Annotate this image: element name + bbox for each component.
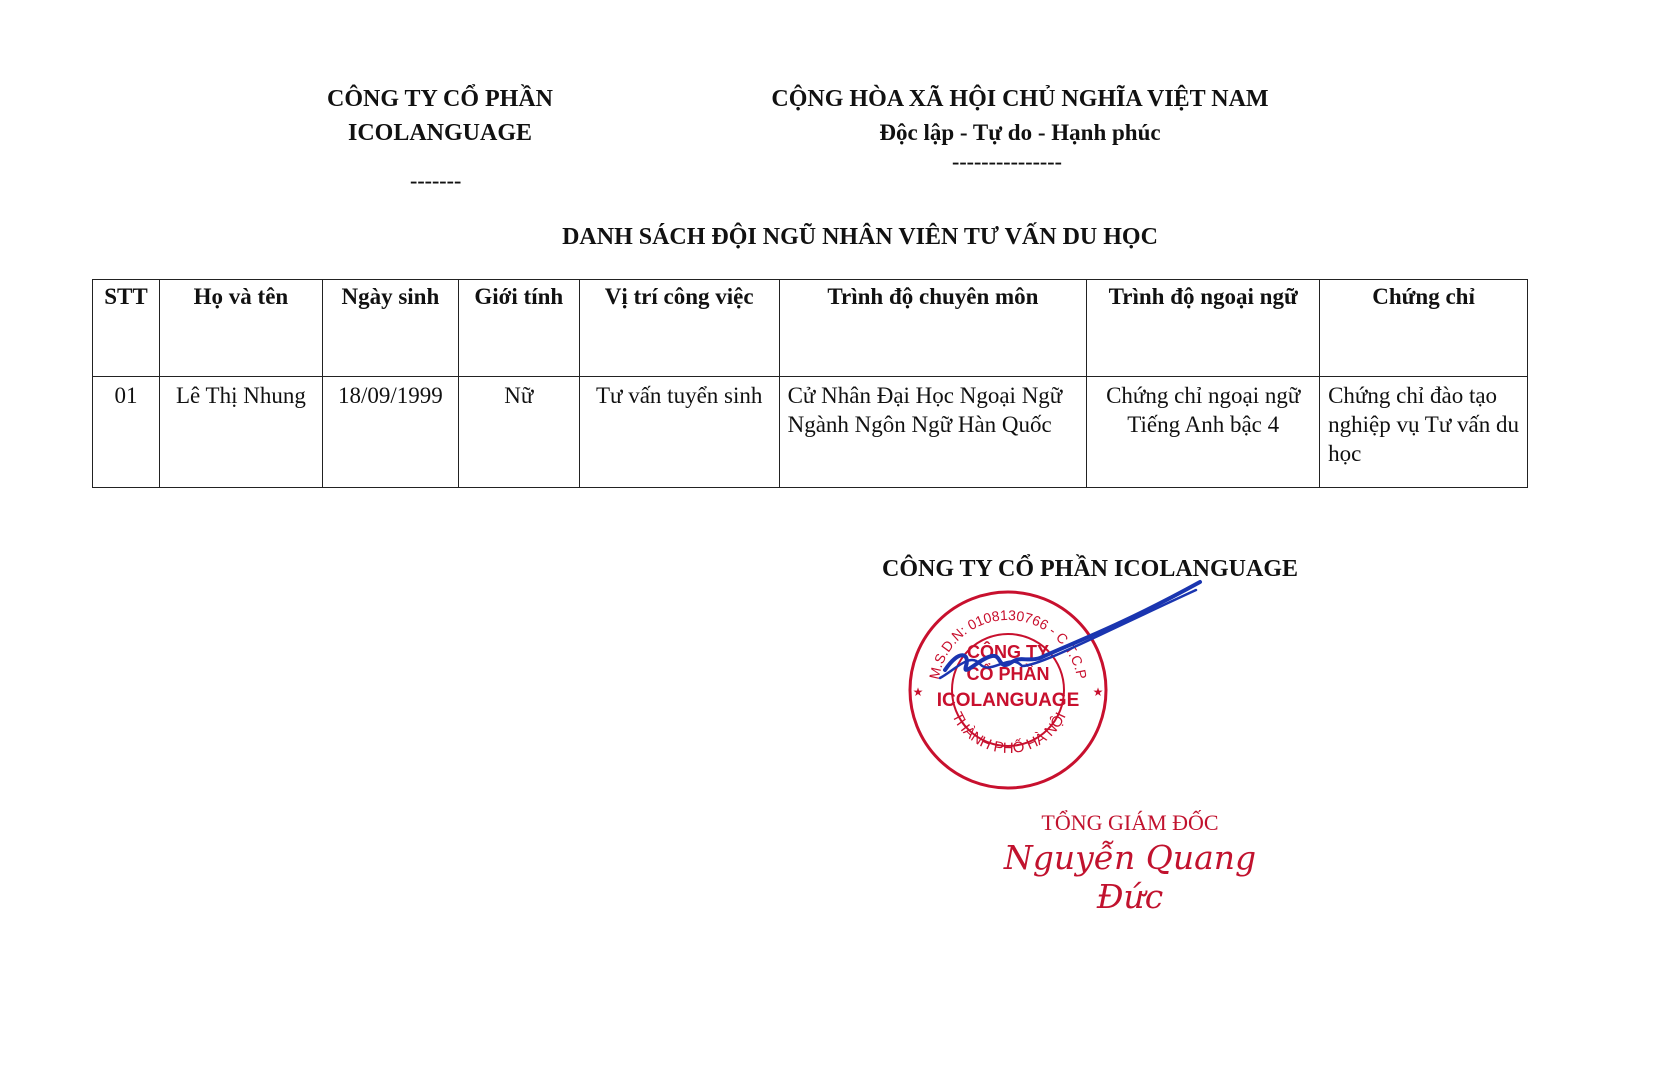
seal-inner-line1: CÔNG TY	[966, 642, 1050, 662]
director-title: TỔNG GIÁM ĐỐC	[1041, 810, 1219, 835]
company-name-line1: CÔNG TY CỔ PHẦN	[326, 86, 553, 112]
signature-company-name: CÔNG TY CỔ PHẦN ICOLANGUAGE	[881, 556, 1299, 582]
director-name: Nguyễn Quang Đức	[1003, 838, 1257, 916]
seal-inner-line2: CỔ PHẦN	[966, 664, 1050, 684]
cell-gender: Nữ	[458, 377, 579, 488]
cell-name: Lê Thị Nhung	[159, 377, 322, 488]
motto-divider: ---------------	[952, 149, 1062, 174]
document-title: DANH SÁCH ĐỘI NGŨ NHÂN VIÊN TƯ VẤN DU HỌC	[562, 224, 1158, 250]
seal-star-icon: ★	[1092, 685, 1104, 699]
cell-index: 01	[93, 377, 160, 488]
cell-position: Tư vấn tuyển sinh	[579, 377, 779, 488]
nation-header	[740, 82, 1300, 150]
seal-graphic	[900, 582, 1320, 802]
nation-name: CỘNG HÒA XÃ HỘI CHỦ NGHĨA VIỆT NAM	[771, 86, 1269, 112]
column-header: Chứng chỉ	[1320, 280, 1528, 377]
company-divider: -------	[410, 168, 462, 193]
column-header: Ngày sinh	[322, 280, 458, 377]
seal-star-icon: ★	[912, 685, 924, 699]
cell-language-level: Chứng chỉ ngoại ngữ Tiếng Anh bậc 4	[1087, 377, 1320, 488]
seal-outer-top-text: M.S.D.N: 0108130766 - C.T.C.P	[925, 606, 1091, 681]
company-header	[270, 82, 610, 150]
cell-birthdate: 18/09/1999	[322, 377, 458, 488]
table-row	[93, 377, 1528, 488]
column-header: Họ và tên	[159, 280, 322, 377]
seal-inner-line3: ICOLANGUAGE	[936, 690, 1080, 711]
column-header: Trình độ chuyên môn	[779, 280, 1087, 377]
seal-outer-bottom-text: THÀNH PHỐ HÀ NỘI	[948, 709, 1070, 757]
company-seal	[900, 582, 1320, 802]
nation-motto: Độc lập - Tự do - Hạnh phúc	[879, 120, 1161, 145]
column-header: Vị trí công việc	[579, 280, 779, 377]
column-header: Trình độ ngoại ngữ	[1087, 280, 1320, 377]
staff-table	[92, 279, 1528, 488]
cell-qualification: Cử Nhân Đại Học Ngoại Ngữ Ngành Ngôn Ngữ Hàn Quốc	[779, 377, 1087, 488]
company-name-line2: ICOLANGUAGE	[347, 120, 533, 146]
column-header: Giới tính	[458, 280, 579, 377]
column-header: STT	[93, 280, 160, 377]
table-header-row	[93, 280, 1528, 377]
cell-certificate: Chứng chỉ đào tạo nghiệp vụ Tư vấn du học	[1320, 377, 1528, 488]
